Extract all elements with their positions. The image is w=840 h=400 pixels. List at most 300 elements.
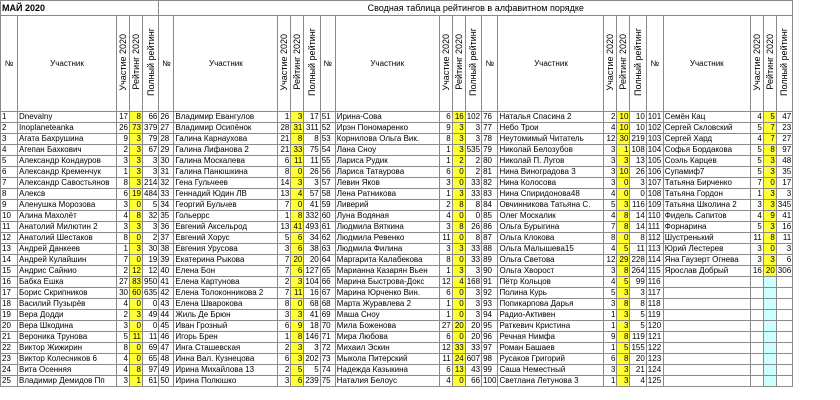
participation-cell[interactable]: 1 [439, 266, 452, 277]
participation-cell[interactable]: 3 [439, 244, 452, 255]
participation-cell[interactable]: 3 [604, 266, 617, 277]
rating-cell[interactable]: 6 [291, 266, 304, 277]
full-rating-cell[interactable]: 484 [144, 189, 158, 198]
full-rating-cell[interactable]: 43 [465, 365, 481, 376]
participation-cell[interactable]: 3 [278, 310, 291, 321]
participation-cell[interactable]: 5 [117, 332, 130, 343]
row-number-cell[interactable]: 18 [1, 299, 18, 310]
participation-cell[interactable]: 8 [439, 255, 452, 266]
rating-cell[interactable]: 10 [617, 112, 630, 123]
rating-cell[interactable]: 8 [763, 233, 776, 244]
participant-cell[interactable]: Марина Быстрова-Докс [335, 277, 439, 288]
participation-cell[interactable]: 8 [117, 343, 130, 354]
participation-cell[interactable]: 4 [117, 354, 130, 365]
rating-cell[interactable]: 0 [130, 200, 143, 211]
participant-cell[interactable]: Левин Яков [335, 178, 439, 189]
participation-cell[interactable]: 1 [604, 343, 617, 354]
participation-cell[interactable]: 2 [117, 266, 130, 277]
rating-cell[interactable] [763, 332, 776, 343]
row-number-cell[interactable]: 72 [320, 343, 335, 354]
full-rating-cell[interactable]: 3 [304, 178, 320, 189]
row-number-cell[interactable]: 39 [159, 255, 174, 266]
rating-cell[interactable]: 5 [617, 277, 630, 288]
participant-cell[interactable]: Андрис Сайнио [18, 266, 117, 277]
row-number-cell[interactable]: 8 [1, 189, 18, 200]
participation-cell[interactable]: 1 [750, 189, 763, 200]
row-number-cell[interactable]: 97 [482, 343, 498, 354]
full-rating-cell[interactable]: 104 [305, 277, 319, 286]
row-number-cell[interactable]: 27 [159, 123, 174, 134]
row-number-cell[interactable]: 117 [646, 288, 663, 299]
participant-cell[interactable]: Форнарина [663, 222, 750, 233]
participation-cell[interactable]: 27 [117, 277, 130, 288]
participation-cell[interactable]: 12 [439, 277, 452, 288]
participant-cell[interactable]: Сергей Скловский [663, 123, 750, 134]
participant-cell[interactable]: Русаков Григорий [498, 354, 604, 365]
row-number-cell[interactable]: 48 [159, 354, 174, 365]
full-rating-cell[interactable]: 13 [630, 156, 646, 167]
participation-cell[interactable]: 4 [750, 134, 763, 145]
full-rating-cell[interactable]: 33 [465, 244, 481, 255]
row-number-cell[interactable]: 5 [1, 156, 18, 167]
full-rating-cell[interactable] [776, 343, 792, 354]
full-rating-cell[interactable]: 332 [305, 211, 319, 220]
participation-cell[interactable]: 4 [750, 211, 763, 222]
rating-cell[interactable]: 8 [291, 211, 304, 222]
row-number-cell[interactable]: 95 [482, 321, 498, 332]
participant-cell[interactable]: Татьяна Школина 2 [663, 200, 750, 211]
rating-cell[interactable]: 0 [130, 255, 143, 266]
full-rating-cell[interactable]: 4 [630, 376, 646, 387]
rating-cell[interactable]: 0 [291, 299, 304, 310]
rating-cell[interactable]: 3 [617, 376, 630, 387]
full-rating-cell[interactable]: 33 [465, 189, 481, 200]
row-number-cell[interactable]: 104 [646, 145, 663, 156]
rating-cell[interactable]: 3 [130, 178, 143, 189]
participation-cell[interactable] [750, 332, 763, 343]
rating-cell[interactable]: 5 [617, 343, 630, 354]
rating-cell[interactable]: 8 [617, 266, 630, 277]
header-participant[interactable] [498, 16, 604, 112]
row-number-cell[interactable]: 85 [482, 211, 498, 222]
row-number-cell[interactable]: 125 [646, 376, 663, 387]
participant-cell[interactable]: Лариса Татаурова [335, 167, 439, 178]
row-number-cell[interactable]: 7 [1, 178, 18, 189]
full-rating-cell[interactable]: 66 [143, 112, 159, 123]
rating-cell[interactable]: 3 [452, 145, 465, 156]
full-rating-cell[interactable]: 57 [304, 189, 320, 200]
rating-cell[interactable]: 0 [452, 167, 465, 178]
participant-cell[interactable]: Елена Картунова [174, 277, 278, 288]
full-rating-cell[interactable]: 97 [143, 365, 159, 376]
row-number-cell[interactable]: 76 [482, 112, 498, 123]
header-full-rating[interactable] [465, 16, 481, 112]
participation-cell[interactable]: 2 [117, 145, 130, 156]
row-number-cell[interactable]: 34 [159, 200, 174, 211]
row-number-cell[interactable]: 65 [320, 266, 335, 277]
full-rating-cell[interactable]: 8 [630, 299, 646, 310]
row-number-cell[interactable]: 31 [159, 167, 174, 178]
participant-cell[interactable]: Евгений Аксельрод [174, 222, 278, 233]
row-number-cell[interactable]: 37 [159, 233, 174, 244]
participation-cell[interactable] [750, 354, 763, 365]
row-number-cell[interactable]: 51 [320, 112, 335, 123]
participant-cell[interactable]: Фидель Сапитов [663, 211, 750, 222]
row-number-cell[interactable]: 96 [482, 332, 498, 343]
full-rating-cell[interactable]: 14 [630, 222, 646, 233]
row-number-cell[interactable]: 122 [646, 343, 663, 354]
participant-cell[interactable]: Ольга Клокова [498, 233, 604, 244]
participant-cell[interactable]: Ливерий [335, 200, 439, 211]
participation-cell[interactable]: 12 [604, 255, 617, 266]
participant-cell[interactable]: Надежда Казыкина [335, 365, 439, 376]
row-number-cell[interactable]: 38 [159, 244, 174, 255]
rating-cell[interactable]: 0 [452, 310, 465, 321]
row-number-cell[interactable]: 45 [159, 321, 174, 332]
participation-cell[interactable]: 6 [278, 321, 291, 332]
full-rating-cell[interactable]: 2 [143, 233, 159, 244]
full-rating-cell[interactable]: 635 [144, 288, 158, 297]
participant-cell[interactable]: Елена Бон [174, 266, 278, 277]
rating-cell[interactable]: 3 [617, 156, 630, 167]
row-number-cell[interactable]: 52 [320, 123, 335, 134]
full-rating-cell[interactable]: 345 [777, 200, 792, 209]
participation-cell[interactable]: 7 [278, 288, 291, 299]
rating-cell[interactable]: 3 [291, 277, 304, 288]
full-rating-cell[interactable]: 950 [144, 277, 158, 286]
participant-cell[interactable]: Елена Шварокова [174, 299, 278, 310]
participation-cell[interactable]: 3 [604, 167, 617, 178]
participant-cell[interactable]: Галина Карнаухова [174, 134, 278, 145]
row-number-cell[interactable]: 15 [1, 266, 18, 277]
row-number-cell[interactable]: 99 [482, 365, 498, 376]
rating-cell[interactable]: 8 [617, 211, 630, 222]
rating-cell[interactable]: 0 [452, 178, 465, 189]
full-rating-cell[interactable]: 10 [630, 112, 646, 123]
rating-cell[interactable]: 7 [763, 123, 776, 134]
participation-cell[interactable] [750, 343, 763, 354]
full-rating-cell[interactable] [776, 365, 792, 376]
full-rating-cell[interactable]: 168 [466, 277, 481, 286]
participant-cell[interactable]: Ирэн Пономаренко [335, 123, 439, 134]
row-number-cell[interactable]: 32 [159, 178, 174, 189]
participant-cell[interactable]: Соэль Карцев [663, 156, 750, 167]
rating-cell[interactable]: 0 [452, 376, 465, 387]
row-number-cell[interactable]: 4 [1, 145, 18, 156]
header-participant[interactable] [18, 16, 117, 112]
row-number-cell[interactable]: 123 [646, 354, 663, 365]
header-participant[interactable] [174, 16, 278, 112]
row-number-cell[interactable]: 116 [646, 277, 663, 288]
participant-cell[interactable]: Небо Трои [498, 123, 604, 134]
full-rating-cell[interactable]: 8 [465, 200, 481, 211]
rating-cell[interactable] [763, 365, 776, 376]
participation-cell[interactable]: 5 [750, 123, 763, 134]
rating-cell[interactable]: 31 [291, 123, 304, 134]
participant-cell[interactable]: Борис Скрипников [18, 288, 117, 299]
participant-cell[interactable]: Ирина-Сова [335, 112, 439, 123]
row-number-cell[interactable]: 106 [646, 167, 663, 178]
participation-cell[interactable]: 3 [604, 145, 617, 156]
participation-cell[interactable]: 3 [117, 376, 130, 387]
row-number-cell[interactable]: 2 [1, 123, 18, 134]
participation-cell[interactable]: 26 [117, 123, 130, 134]
participation-cell[interactable]: 7 [750, 178, 763, 189]
participant-cell[interactable]: Сергей Хард [663, 134, 750, 145]
rating-cell[interactable]: 19 [130, 189, 143, 200]
participant-cell[interactable]: Михаил Эскин [335, 343, 439, 354]
full-rating-cell[interactable]: 12 [143, 266, 159, 277]
row-number-cell[interactable]: 6 [1, 167, 18, 178]
header-rating[interactable] [617, 16, 630, 112]
rating-cell[interactable] [763, 299, 776, 310]
participant-cell[interactable]: Анатолий Шестаков [18, 233, 117, 244]
full-rating-cell[interactable]: 3 [465, 123, 481, 134]
rating-cell[interactable]: 10 [617, 123, 630, 134]
full-rating-cell[interactable]: 264 [631, 266, 645, 275]
rating-cell[interactable]: 11 [291, 156, 304, 167]
participation-cell[interactable]: 2 [278, 365, 291, 376]
participation-cell[interactable]: 2 [439, 200, 452, 211]
full-rating-cell[interactable]: 41 [304, 310, 320, 321]
rating-cell[interactable]: 6 [291, 244, 304, 255]
row-number-cell[interactable]: 60 [320, 211, 335, 222]
participation-cell[interactable]: 4 [604, 211, 617, 222]
rating-cell[interactable]: 8 [617, 299, 630, 310]
row-number-cell[interactable]: 91 [482, 277, 498, 288]
full-rating-cell[interactable]: 14 [630, 211, 646, 222]
participation-cell[interactable]: 5 [604, 200, 617, 211]
rating-cell[interactable]: 0 [763, 244, 776, 255]
row-number-cell[interactable]: 118 [646, 299, 663, 310]
rating-cell[interactable]: 24 [452, 354, 465, 365]
rating-cell[interactable] [763, 321, 776, 332]
row-number-cell[interactable]: 83 [482, 189, 498, 200]
participation-cell[interactable]: 4 [604, 123, 617, 134]
row-number-cell[interactable]: 36 [159, 222, 174, 233]
row-number-cell[interactable]: 33 [159, 189, 174, 200]
rating-cell[interactable]: 0 [130, 233, 143, 244]
rating-cell[interactable]: 3 [291, 310, 304, 321]
rating-cell[interactable]: 6 [291, 233, 304, 244]
full-rating-cell[interactable]: 35 [776, 167, 792, 178]
rating-cell[interactable]: 3 [763, 167, 776, 178]
rating-cell[interactable] [763, 376, 776, 387]
full-rating-cell[interactable]: 155 [631, 343, 645, 352]
header-participant[interactable] [335, 16, 439, 112]
row-number-cell[interactable]: 55 [320, 156, 335, 167]
rating-cell[interactable]: 20 [763, 266, 776, 277]
rating-cell[interactable] [763, 310, 776, 321]
participation-cell[interactable]: 11 [439, 354, 452, 365]
participation-cell[interactable]: 3 [604, 178, 617, 189]
participant-cell[interactable]: Георгий Бульчев [174, 200, 278, 211]
participation-cell[interactable]: 3 [117, 200, 130, 211]
header-num[interactable] [482, 16, 498, 112]
header-participant[interactable] [663, 16, 750, 112]
rating-cell[interactable]: 3 [763, 255, 776, 266]
full-rating-cell[interactable]: 33 [465, 178, 481, 189]
participation-cell[interactable]: 3 [750, 200, 763, 211]
participant-cell[interactable]: Марина Юрченко Вин. [335, 288, 439, 299]
full-rating-cell[interactable]: 5 [630, 321, 646, 332]
row-number-cell[interactable]: 29 [159, 145, 174, 156]
row-number-cell[interactable]: 68 [320, 299, 335, 310]
participant-cell[interactable]: Инга Сташевская [174, 343, 278, 354]
row-number-cell[interactable]: 88 [482, 244, 498, 255]
rating-cell[interactable]: 3 [452, 244, 465, 255]
rating-cell[interactable]: 0 [452, 211, 465, 222]
participation-cell[interactable]: 12 [604, 134, 617, 145]
rating-cell[interactable]: 8 [130, 112, 143, 123]
header-num[interactable] [646, 16, 663, 112]
full-rating-cell[interactable]: 26 [304, 167, 320, 178]
row-number-cell[interactable]: 23 [1, 354, 18, 365]
participation-cell[interactable]: 8 [604, 233, 617, 244]
row-number-cell[interactable]: 87 [482, 233, 498, 244]
participant-cell[interactable] [663, 343, 750, 354]
rating-cell[interactable]: 3 [763, 222, 776, 233]
participant-cell[interactable]: Луна Водяная [335, 211, 439, 222]
row-number-cell[interactable]: 111 [646, 222, 663, 233]
participation-cell[interactable]: 2 [117, 310, 130, 321]
participation-cell[interactable]: 4 [604, 189, 617, 200]
participation-cell[interactable]: 12 [439, 343, 452, 354]
row-number-cell[interactable]: 75 [320, 376, 335, 387]
full-rating-cell[interactable]: 0 [630, 189, 646, 200]
rating-cell[interactable]: 3 [617, 200, 630, 211]
row-number-cell[interactable]: 43 [159, 299, 174, 310]
participation-cell[interactable]: 9 [604, 332, 617, 343]
participation-cell[interactable]: 4 [604, 277, 617, 288]
participant-cell[interactable]: Гольеррс [174, 211, 278, 222]
participant-cell[interactable]: Корнилова Ольга Вик. [335, 134, 439, 145]
row-number-cell[interactable]: 67 [320, 288, 335, 299]
row-number-cell[interactable]: 53 [320, 134, 335, 145]
participation-cell[interactable]: 1 [604, 321, 617, 332]
row-number-cell[interactable]: 109 [646, 200, 663, 211]
rating-cell[interactable]: 3 [130, 145, 143, 156]
header-full-rating[interactable] [143, 16, 159, 112]
participation-cell[interactable]: 4 [604, 244, 617, 255]
participation-cell[interactable]: 3 [117, 222, 130, 233]
participation-cell[interactable]: 7 [604, 222, 617, 233]
rating-cell[interactable]: 8 [130, 365, 143, 376]
participation-cell[interactable] [750, 277, 763, 288]
full-rating-cell[interactable]: 65 [143, 354, 159, 365]
participation-cell[interactable]: 16 [750, 266, 763, 277]
participant-cell[interactable]: Анатолий Милютин 2 [18, 222, 117, 233]
row-number-cell[interactable]: 57 [320, 178, 335, 189]
participant-cell[interactable]: Софья Бордакова [663, 145, 750, 156]
row-number-cell[interactable]: 16 [1, 277, 18, 288]
row-number-cell[interactable]: 93 [482, 299, 498, 310]
participant-cell[interactable]: Геннадий Юдин ЛВ [174, 189, 278, 200]
row-number-cell[interactable]: 24 [1, 365, 18, 376]
participant-cell[interactable]: Мыкола Питерский [335, 354, 439, 365]
full-rating-cell[interactable]: 99 [630, 277, 646, 288]
rating-cell[interactable]: 16 [452, 112, 465, 123]
full-rating-cell[interactable] [776, 376, 792, 387]
full-rating-cell[interactable]: 228 [631, 255, 645, 264]
rating-cell[interactable]: 20 [452, 321, 465, 332]
full-rating-cell[interactable]: 146 [305, 332, 319, 341]
participant-cell[interactable]: Олег Москалик [498, 211, 604, 222]
rating-cell[interactable]: 0 [130, 321, 143, 332]
full-rating-cell[interactable]: 127 [305, 266, 319, 275]
row-number-cell[interactable]: 46 [159, 332, 174, 343]
participant-cell[interactable]: Радио-Активен [498, 310, 604, 321]
participant-cell[interactable]: Вита Осенняя [18, 365, 117, 376]
full-rating-cell[interactable]: 102 [466, 112, 481, 121]
full-rating-cell[interactable]: 108 [631, 145, 645, 154]
full-rating-cell[interactable]: 0 [143, 299, 159, 310]
participant-cell[interactable]: Владимир Демидов Пп [18, 376, 117, 387]
rating-cell[interactable]: 30 [617, 134, 630, 145]
participant-cell[interactable]: Супамиф7 [663, 167, 750, 178]
rating-cell[interactable]: 11 [291, 288, 304, 299]
participation-cell[interactable]: 21 [278, 134, 291, 145]
rating-cell[interactable]: 0 [452, 299, 465, 310]
row-number-cell[interactable]: 79 [482, 145, 498, 156]
rating-cell[interactable]: 33 [452, 343, 465, 354]
rating-cell[interactable]: 0 [617, 178, 630, 189]
participation-cell[interactable] [750, 321, 763, 332]
participant-cell[interactable]: Жиль Де Брюн [174, 310, 278, 321]
participant-cell[interactable]: Николай П. Лугов [498, 156, 604, 167]
row-number-cell[interactable]: 120 [646, 321, 663, 332]
rating-cell[interactable]: 3 [130, 222, 143, 233]
participation-cell[interactable] [750, 365, 763, 376]
participation-cell[interactable]: 1 [278, 332, 291, 343]
participation-cell[interactable]: 6 [439, 288, 452, 299]
participation-cell[interactable]: 8 [278, 167, 291, 178]
row-number-cell[interactable]: 63 [320, 244, 335, 255]
participation-cell[interactable]: 1 [604, 376, 617, 387]
row-number-cell[interactable]: 98 [482, 354, 498, 365]
row-number-cell[interactable]: 113 [646, 244, 663, 255]
participant-cell[interactable]: Виктор Жижирин [18, 343, 117, 354]
full-rating-cell[interactable]: 3 [143, 167, 159, 178]
participant-cell[interactable] [663, 288, 750, 299]
row-number-cell[interactable]: 121 [646, 332, 663, 343]
participant-cell[interactable]: Агата Бахрушина [18, 134, 117, 145]
rating-cell[interactable]: 41 [291, 222, 304, 233]
participant-cell[interactable]: Екатерина Рыкова [174, 255, 278, 266]
rating-cell[interactable]: 8 [617, 354, 630, 365]
participant-cell[interactable] [663, 354, 750, 365]
participation-cell[interactable]: 7 [278, 255, 291, 266]
participant-cell[interactable]: Андрей Кулайшин [18, 255, 117, 266]
participant-cell[interactable]: Наталья Спасина 2 [498, 112, 604, 123]
rating-cell[interactable]: 73 [130, 123, 143, 134]
full-rating-cell[interactable]: 11 [304, 156, 320, 167]
rating-cell[interactable]: 0 [130, 354, 143, 365]
row-number-cell[interactable]: 61 [320, 222, 335, 233]
rating-cell[interactable]: 83 [130, 277, 143, 288]
row-number-cell[interactable]: 84 [482, 200, 498, 211]
participant-cell[interactable] [663, 277, 750, 288]
full-rating-cell[interactable]: 69 [143, 343, 159, 354]
participation-cell[interactable]: 1 [604, 310, 617, 321]
participant-cell[interactable] [663, 321, 750, 332]
participation-cell[interactable]: 21 [278, 145, 291, 156]
row-number-cell[interactable]: 81 [482, 167, 498, 178]
full-rating-cell[interactable]: 5 [304, 365, 320, 376]
participant-cell[interactable]: Овчинникова Татьяна С. [498, 200, 604, 211]
rating-cell[interactable]: 8 [291, 134, 304, 145]
full-rating-cell[interactable]: 97 [776, 145, 792, 156]
